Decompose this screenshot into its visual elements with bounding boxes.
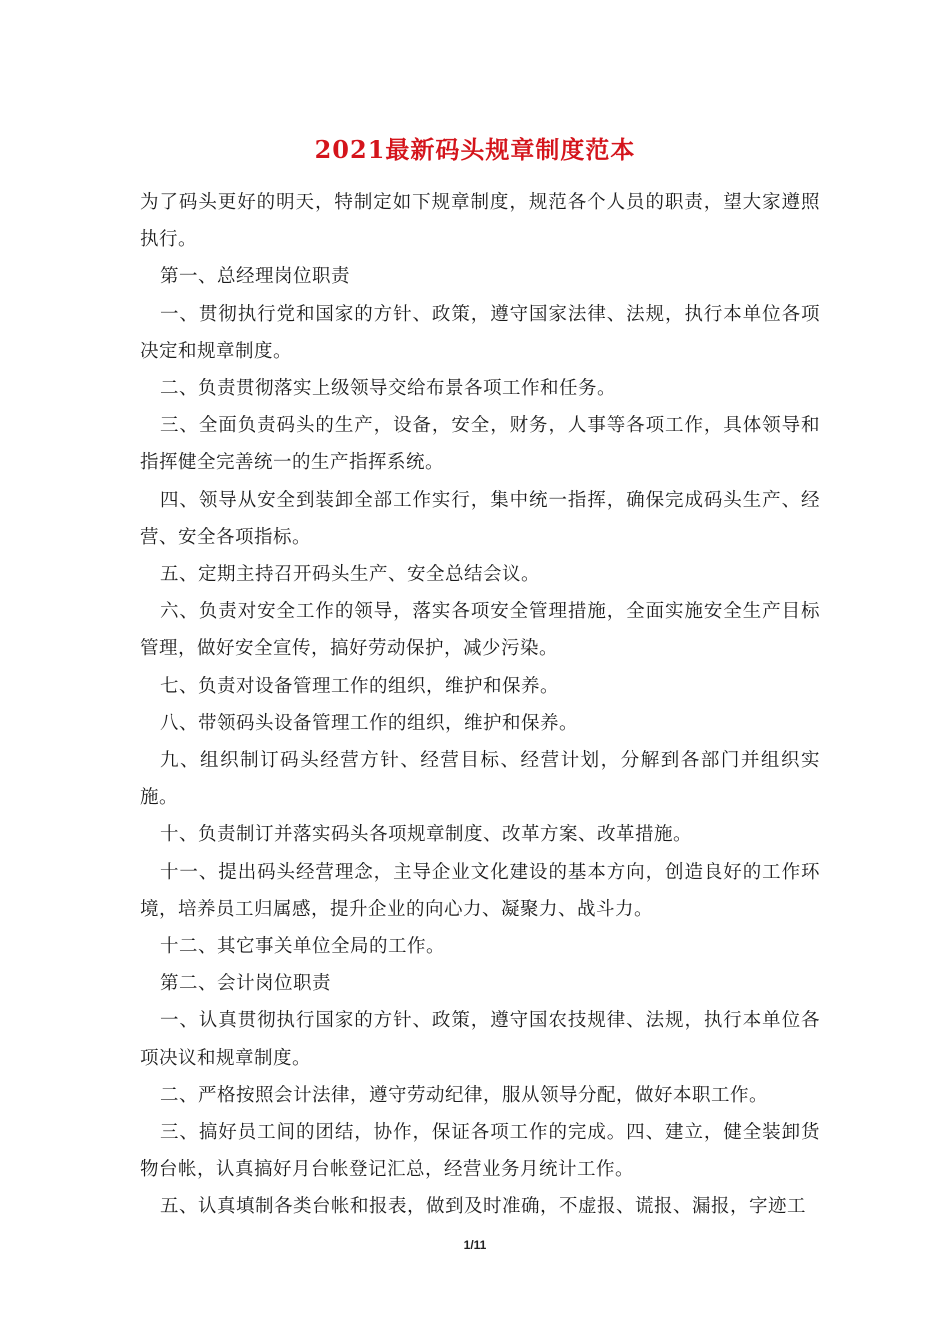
paragraph: 十、负责制订并落实码头各项规章制度、改革方案、改革措施。 [160,824,693,846]
paragraph: 二、严格按照会计法律，遵守劳动纪律，服从领导分配，做好本职工作。 [160,1084,769,1106]
paragraph: 三、搞好员工间的团结，协作，保证各项工作的完成。四、建立，健全装卸货物台帐，认真搞好月台帐登记汇总，经营业务月统计工作。 [140,1122,820,1181]
paragraph: 八、带领码头设备管理工作的组织，维护和保养。 [160,712,579,734]
paragraph: 第二、会计岗位职责 [160,973,332,995]
paragraph: 十二、其它事关单位全局的工作。 [160,936,446,958]
paragraph: 为了码头更好的明天，特制定如下规章制度，规范各个人员的职责，望大家遵照执行。 [140,192,820,251]
paragraph: 九、组织制订码头经营方针、经营目标、经营计划，分解到各部门并组织实施。 [140,750,820,809]
paragraph: 五、定期主持召开码头生产、安全总结会议。 [160,564,541,586]
paragraph: 六、负责对安全工作的领导，落实各项安全管理措施，全面实施安全生产目标管理，做好安全宣传，搞好劳动保护，减少污染。 [140,601,820,660]
paragraph: 第一、总经理岗位职责 [160,266,351,288]
paragraph: 十一、提出码头经营理念，主导企业文化建设的基本方向，创造良好的工作环境，培养员工归属感，提升企业的向心力、凝聚力、战斗力。 [140,861,820,920]
document-body [140,184,820,1226]
paragraph: 一、认真贯彻执行国家的方针、政策，遵守国农技规律、法规，执行本单位各项决议和规章制度。 [140,1010,820,1069]
paragraph: 三、全面负责码头的生产，设备，安全，财务，人事等各项工作，具体领导和指挥健全完善统一的生产指挥系统。 [140,415,820,474]
paragraph: 七、负责对设备管理工作的组织，维护和保养。 [160,675,560,697]
page-number: 1/11 [463,1238,487,1252]
paragraph: 一、贯彻执行党和国家的方针、政策，遵守国家法律、法规，执行本单位各项决定和规章制度。 [140,303,820,362]
paragraph: 二、负责贯彻落实上级领导交给布景各项工作和任务。 [160,378,617,400]
paragraph: 四、领导从安全到装卸全部工作实行，集中统一指挥，确保完成码头生产、经营、安全各项指标。 [140,489,820,548]
paragraph: 五、认真填制各类台帐和报表，做到及时准确，不虚报、谎报、漏报，字迹工 [160,1196,807,1218]
document-title: 2021最新码头规章制度范本 [314,135,636,164]
